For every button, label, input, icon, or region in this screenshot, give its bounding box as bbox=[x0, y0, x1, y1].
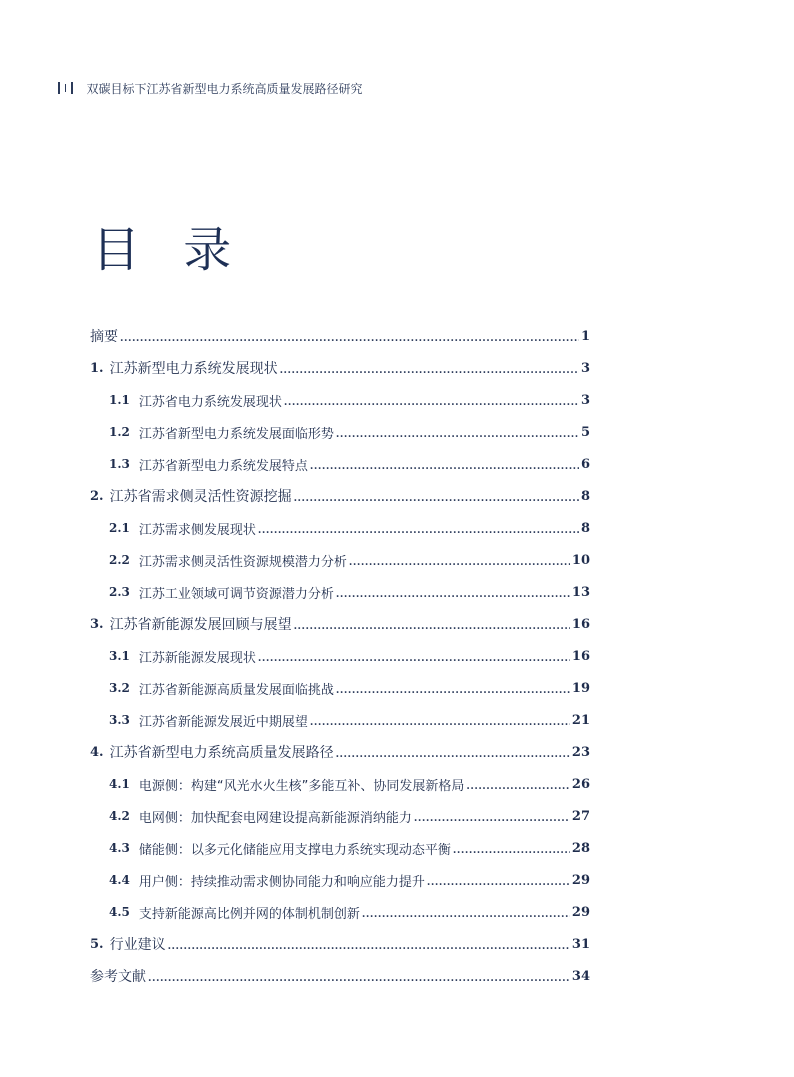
toc-entry[interactable] bbox=[109, 544, 590, 576]
toc-leader-dots bbox=[148, 973, 570, 984]
toc-leader-dots bbox=[414, 813, 570, 824]
toc-entry-page-number: 19 bbox=[571, 680, 590, 696]
toc-entry-label: 电源侧：构建“风光水火生核”多能互补、协同发展新格局 bbox=[138, 778, 465, 794]
toc-leader-dots bbox=[336, 685, 570, 696]
toc-entry-label: 江苏工业领域可调节资源潜力分析 bbox=[138, 586, 334, 602]
toc-entry-label: 用户侧：持续推动需求侧协同能力和响应能力提升 bbox=[138, 874, 425, 890]
toc-entry[interactable] bbox=[109, 672, 590, 704]
toc-entry-page-number: 23 bbox=[571, 744, 590, 760]
toc-entry[interactable] bbox=[109, 800, 590, 832]
toc-entry-label: 江苏新能源发展现状 bbox=[138, 650, 256, 666]
toc-entry-page-number: 16 bbox=[571, 648, 590, 664]
toc-entry-page-number: 34 bbox=[571, 968, 590, 984]
toc-leader-dots bbox=[310, 461, 579, 472]
toc-entry-page-number: 29 bbox=[571, 904, 590, 920]
toc-entry-number: 2.3 bbox=[109, 585, 130, 599]
toc-entry-number: 1.1 bbox=[109, 393, 130, 407]
toc-entry[interactable] bbox=[109, 704, 590, 736]
toc-entry-label: 江苏省新能源发展回顾与展望 bbox=[109, 617, 292, 633]
toc-entry-number: 5. bbox=[90, 936, 104, 952]
toc-entry-page-number: 3 bbox=[580, 360, 590, 376]
toc-entry-label: 江苏需求侧灵活性资源规模潜力分析 bbox=[138, 554, 347, 570]
toc-entry-number: 4. bbox=[90, 744, 104, 760]
toc-entry[interactable] bbox=[90, 928, 590, 960]
toc-entry[interactable] bbox=[90, 960, 590, 992]
toc-leader-dots bbox=[280, 365, 579, 376]
toc-entry[interactable] bbox=[109, 512, 590, 544]
toc-entry-number: 4.2 bbox=[109, 809, 130, 823]
toc-leader-dots bbox=[466, 781, 570, 792]
toc-entry-label: 参考文献 bbox=[90, 969, 146, 985]
toc-entry[interactable] bbox=[109, 576, 590, 608]
toc-entry-label: 江苏省需求侧灵活性资源挖掘 bbox=[109, 489, 292, 505]
toc-leader-dots bbox=[362, 909, 570, 920]
toc-leader-dots bbox=[120, 333, 579, 344]
toc-entry-page-number: 29 bbox=[571, 872, 590, 888]
toc-leader-dots bbox=[336, 589, 570, 600]
toc-entry-page-number: 26 bbox=[571, 776, 590, 792]
header-bars-icon bbox=[58, 82, 73, 94]
toc-leader-dots bbox=[258, 525, 579, 536]
toc-leader-dots bbox=[453, 845, 570, 856]
toc-entry-label: 江苏省新型电力系统高质量发展路径 bbox=[109, 745, 334, 761]
toc-entry[interactable] bbox=[109, 416, 590, 448]
toc-entry-number: 4.4 bbox=[109, 873, 130, 887]
toc-entry-page-number: 21 bbox=[571, 712, 590, 728]
toc-entry-number: 4.3 bbox=[109, 841, 130, 855]
toc-entry-number: 2. bbox=[90, 488, 104, 504]
toc-entry-label: 江苏省新型电力系统发展面临形势 bbox=[138, 426, 334, 442]
toc-entry[interactable] bbox=[109, 768, 590, 800]
toc-entry-label: 江苏省新型电力系统发展特点 bbox=[138, 458, 308, 474]
toc-entry-page-number: 6 bbox=[580, 456, 590, 472]
toc-entry-page-number: 27 bbox=[571, 808, 590, 824]
toc-entry-label: 摘要 bbox=[90, 329, 118, 345]
toc-leader-dots bbox=[294, 621, 570, 632]
toc-entry[interactable] bbox=[109, 640, 590, 672]
toc-leader-dots bbox=[294, 493, 579, 504]
toc-entry-label: 行业建议 bbox=[109, 937, 166, 953]
toc-leader-dots bbox=[427, 877, 570, 888]
toc-entry-page-number: 8 bbox=[580, 488, 590, 504]
toc-entry-number: 4.1 bbox=[109, 777, 130, 791]
toc-entry[interactable] bbox=[90, 480, 590, 512]
toc-entry-page-number: 31 bbox=[571, 936, 590, 952]
toc-entry[interactable] bbox=[90, 352, 590, 384]
toc-entry-label: 电网侧：加快配套电网建设提高新能源消纳能力 bbox=[138, 810, 412, 826]
toc-entry[interactable] bbox=[90, 320, 590, 352]
toc-entry-number: 3.2 bbox=[109, 681, 130, 695]
toc-entry-number: 4.5 bbox=[109, 905, 130, 919]
toc-entry-label: 江苏需求侧发展现状 bbox=[138, 522, 256, 538]
toc-leader-dots bbox=[349, 557, 570, 568]
toc-leader-dots bbox=[168, 941, 570, 952]
toc-entry-number: 3. bbox=[90, 616, 104, 632]
running-header-title: 双碳目标下江苏省新型电力系统高质量发展路径研究 bbox=[86, 81, 363, 96]
toc-entry-number: 3.1 bbox=[109, 649, 130, 663]
toc-entry-number: 2.2 bbox=[109, 553, 130, 567]
running-header bbox=[58, 80, 363, 96]
toc-leader-dots bbox=[310, 717, 570, 728]
toc-entry-number: 1.2 bbox=[109, 425, 130, 439]
toc-entry-page-number: 10 bbox=[571, 552, 590, 568]
toc-entry[interactable] bbox=[109, 896, 590, 928]
toc-leader-dots bbox=[258, 653, 570, 664]
toc-entry[interactable] bbox=[90, 736, 590, 768]
toc-entry[interactable] bbox=[90, 608, 590, 640]
toc-leader-dots bbox=[336, 429, 579, 440]
toc-entry-page-number: 8 bbox=[580, 520, 590, 536]
toc-entry-label: 江苏省电力系统发展现状 bbox=[138, 394, 282, 410]
toc-entry-number: 1.3 bbox=[109, 457, 130, 471]
toc-entry[interactable] bbox=[109, 864, 590, 896]
toc-entry-page-number: 28 bbox=[571, 840, 590, 856]
toc-entry-page-number: 16 bbox=[571, 616, 590, 632]
toc-entry-label: 江苏省新能源发展近中期展望 bbox=[138, 714, 308, 730]
toc-entry[interactable] bbox=[109, 384, 590, 416]
toc-entry-label: 支持新能源高比例并网的体制机制创新 bbox=[138, 906, 360, 922]
toc-entry-number: 1. bbox=[90, 360, 104, 376]
toc-entry[interactable] bbox=[109, 448, 590, 480]
toc-entry-label: 江苏新型电力系统发展现状 bbox=[109, 361, 278, 377]
toc-entry-page-number: 13 bbox=[571, 584, 590, 600]
toc-entry[interactable] bbox=[109, 832, 590, 864]
toc-entry-label: 江苏省新能源高质量发展面临挑战 bbox=[138, 682, 334, 698]
toc-entry-page-number: 3 bbox=[580, 392, 590, 408]
toc-leader-dots bbox=[336, 749, 570, 760]
toc-entry-label: 储能侧：以多元化储能应用支撑电力系统实现动态平衡 bbox=[138, 842, 451, 858]
toc-entry-page-number: 5 bbox=[580, 424, 590, 440]
toc-leader-dots bbox=[284, 397, 579, 408]
toc-entry-number: 3.3 bbox=[109, 713, 130, 727]
toc-entry-number: 2.1 bbox=[109, 521, 130, 535]
page-title: 目 录 bbox=[92, 222, 246, 278]
toc-entry-page-number: 1 bbox=[580, 328, 590, 344]
